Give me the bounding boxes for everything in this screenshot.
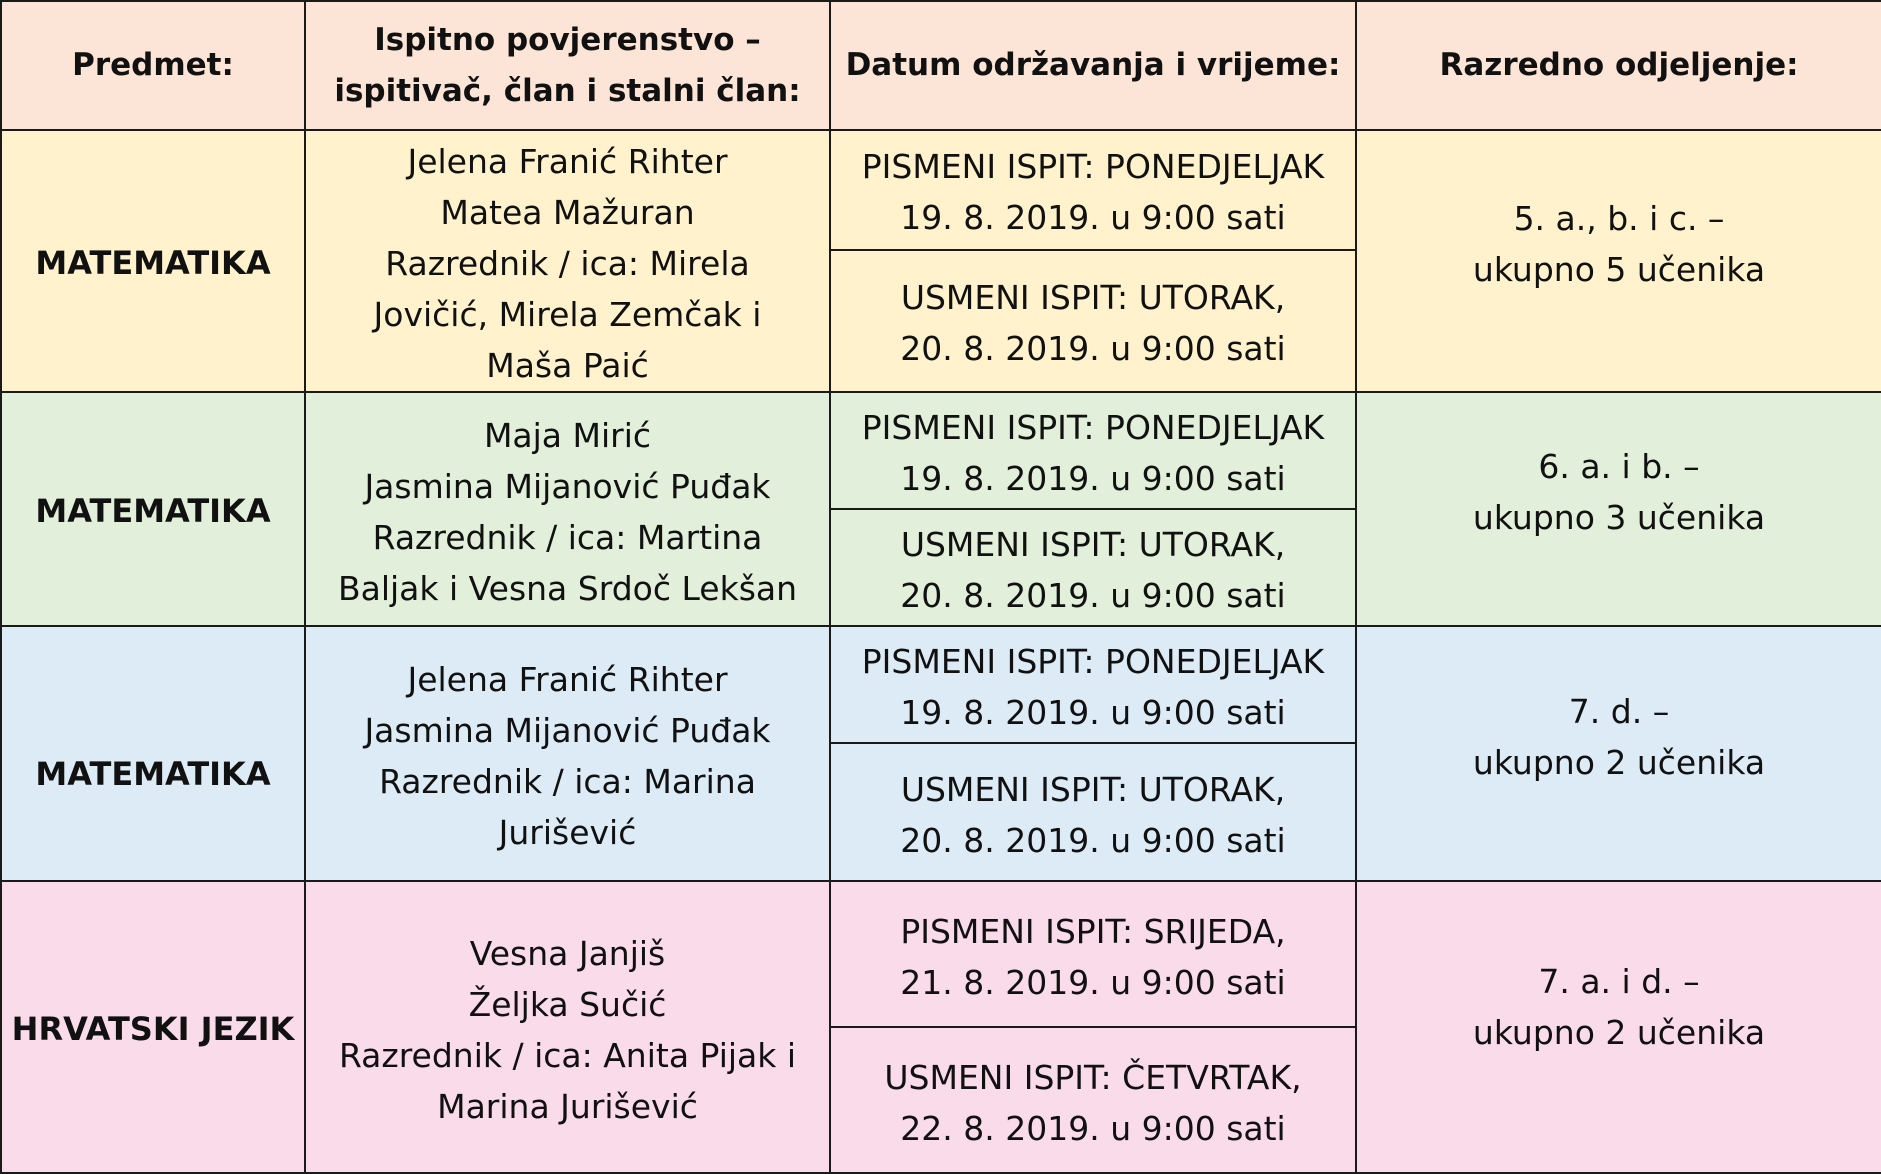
header-subject: Predmet: [1, 1, 305, 130]
class-cell: 7. a. i d. – ukupno 2 učenika [1356, 881, 1881, 1173]
subject-cell: MATEMATIKA [1, 130, 305, 392]
oral-exam-cell: USMENI ISPIT: ČETVRTAK, 22. 8. 2019. u 9:00 sati [830, 1027, 1356, 1173]
committee-cell: Vesna Janjiš Željka Sučić Razrednik / ica: Anita Pijak i Marina Jurišević [305, 881, 830, 1173]
committee-cell: Jelena Franić Rihter Jasmina Mijanović Puđak Razrednik / ica: Marina Jurišević [305, 626, 830, 881]
table-row [1, 130, 1881, 250]
subject-cell: HRVATSKI JEZIK [1, 881, 305, 1173]
class-cell: 7. d. – ukupno 2 učenika [1356, 626, 1881, 881]
table-row [1, 392, 1881, 509]
oral-exam-cell: USMENI ISPIT: UTORAK, 20. 8. 2019. u 9:00 sati [830, 509, 1356, 626]
written-exam-cell: PISMENI ISPIT: PONEDJELJAK 19. 8. 2019. u 9:00 sati [830, 392, 1356, 509]
table-row [1, 881, 1881, 1027]
written-exam-cell: PISMENI ISPIT: SRIJEDA, 21. 8. 2019. u 9:00 sati [830, 881, 1356, 1027]
oral-exam-cell: USMENI ISPIT: UTORAK, 20. 8. 2019. u 9:00 sati [830, 250, 1356, 392]
header-class: Razredno odjeljenje: [1356, 1, 1881, 130]
class-cell: 6. a. i b. – ukupno 3 učenika [1356, 392, 1881, 626]
committee-cell: Maja Mirić Jasmina Mijanović Puđak Razrednik / ica: Martina Baljak i Vesna Srdoč Lekšan [305, 392, 830, 626]
written-exam-cell: PISMENI ISPIT: PONEDJELJAK 19. 8. 2019. u 9:00 sati [830, 130, 1356, 250]
written-exam-cell: PISMENI ISPIT: PONEDJELJAK 19. 8. 2019. u 9:00 sati [830, 626, 1356, 743]
class-cell: 5. a., b. i c. – ukupno 5 učenika [1356, 130, 1881, 392]
subject-cell: MATEMATIKA [1, 392, 305, 626]
header-row [1, 1, 1881, 130]
committee-cell: Jelena Franić Rihter Matea Mažuran Razrednik / ica: Mirela Jovičić, Mirela Zemčak i Maša Paić [305, 130, 830, 392]
table-row [1, 626, 1881, 743]
header-committee: Ispitno povjerenstvo – ispitivač, član i stalni član: [305, 1, 830, 130]
oral-exam-cell: USMENI ISPIT: UTORAK, 20. 8. 2019. u 9:00 sati [830, 743, 1356, 881]
subject-cell: MATEMATIKA [1, 626, 305, 881]
header-datetime: Datum održavanja i vrijeme: [830, 1, 1356, 130]
